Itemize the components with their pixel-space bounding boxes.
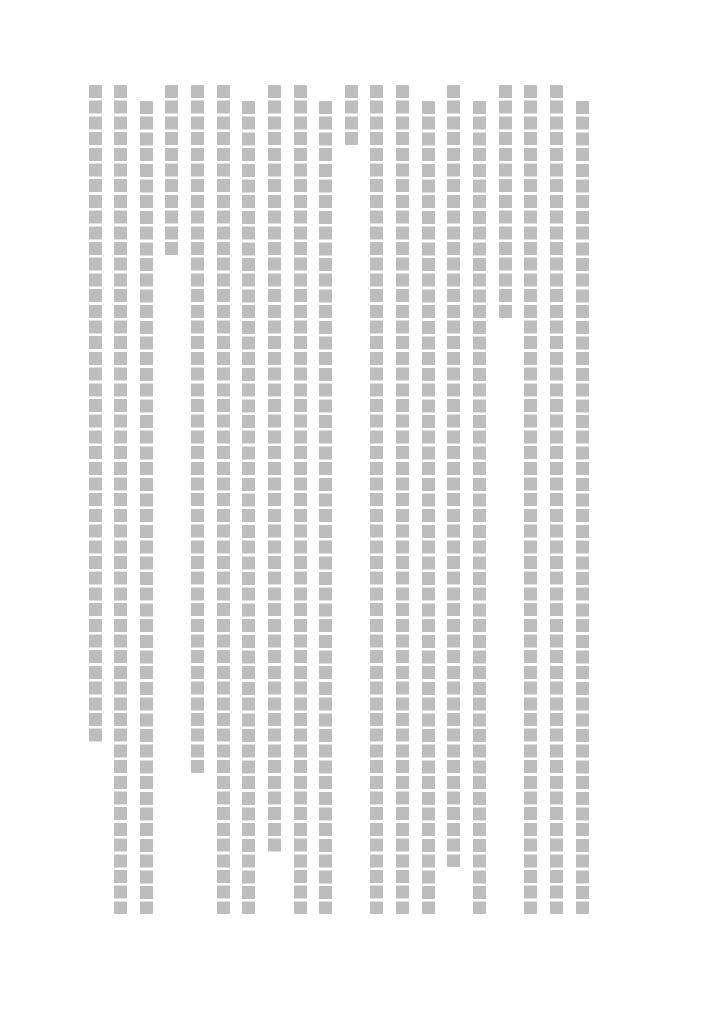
text-column bbox=[370, 85, 383, 914]
text-column bbox=[114, 85, 127, 914]
text-column bbox=[319, 101, 332, 915]
text-column bbox=[447, 85, 460, 867]
text-column bbox=[217, 85, 230, 914]
text-column bbox=[422, 101, 435, 915]
text-column bbox=[294, 85, 307, 914]
text-column bbox=[345, 85, 358, 145]
vertical-text-block bbox=[80, 85, 600, 920]
text-column bbox=[165, 85, 178, 255]
text-column bbox=[473, 101, 486, 915]
text-column bbox=[524, 85, 537, 914]
text-column bbox=[499, 85, 512, 318]
text-column bbox=[550, 85, 563, 914]
text-column bbox=[89, 85, 102, 742]
text-column bbox=[268, 85, 281, 852]
text-column bbox=[140, 101, 153, 915]
text-column bbox=[576, 101, 589, 915]
text-column bbox=[242, 101, 255, 915]
text-column bbox=[396, 85, 409, 914]
text-column bbox=[191, 85, 204, 773]
